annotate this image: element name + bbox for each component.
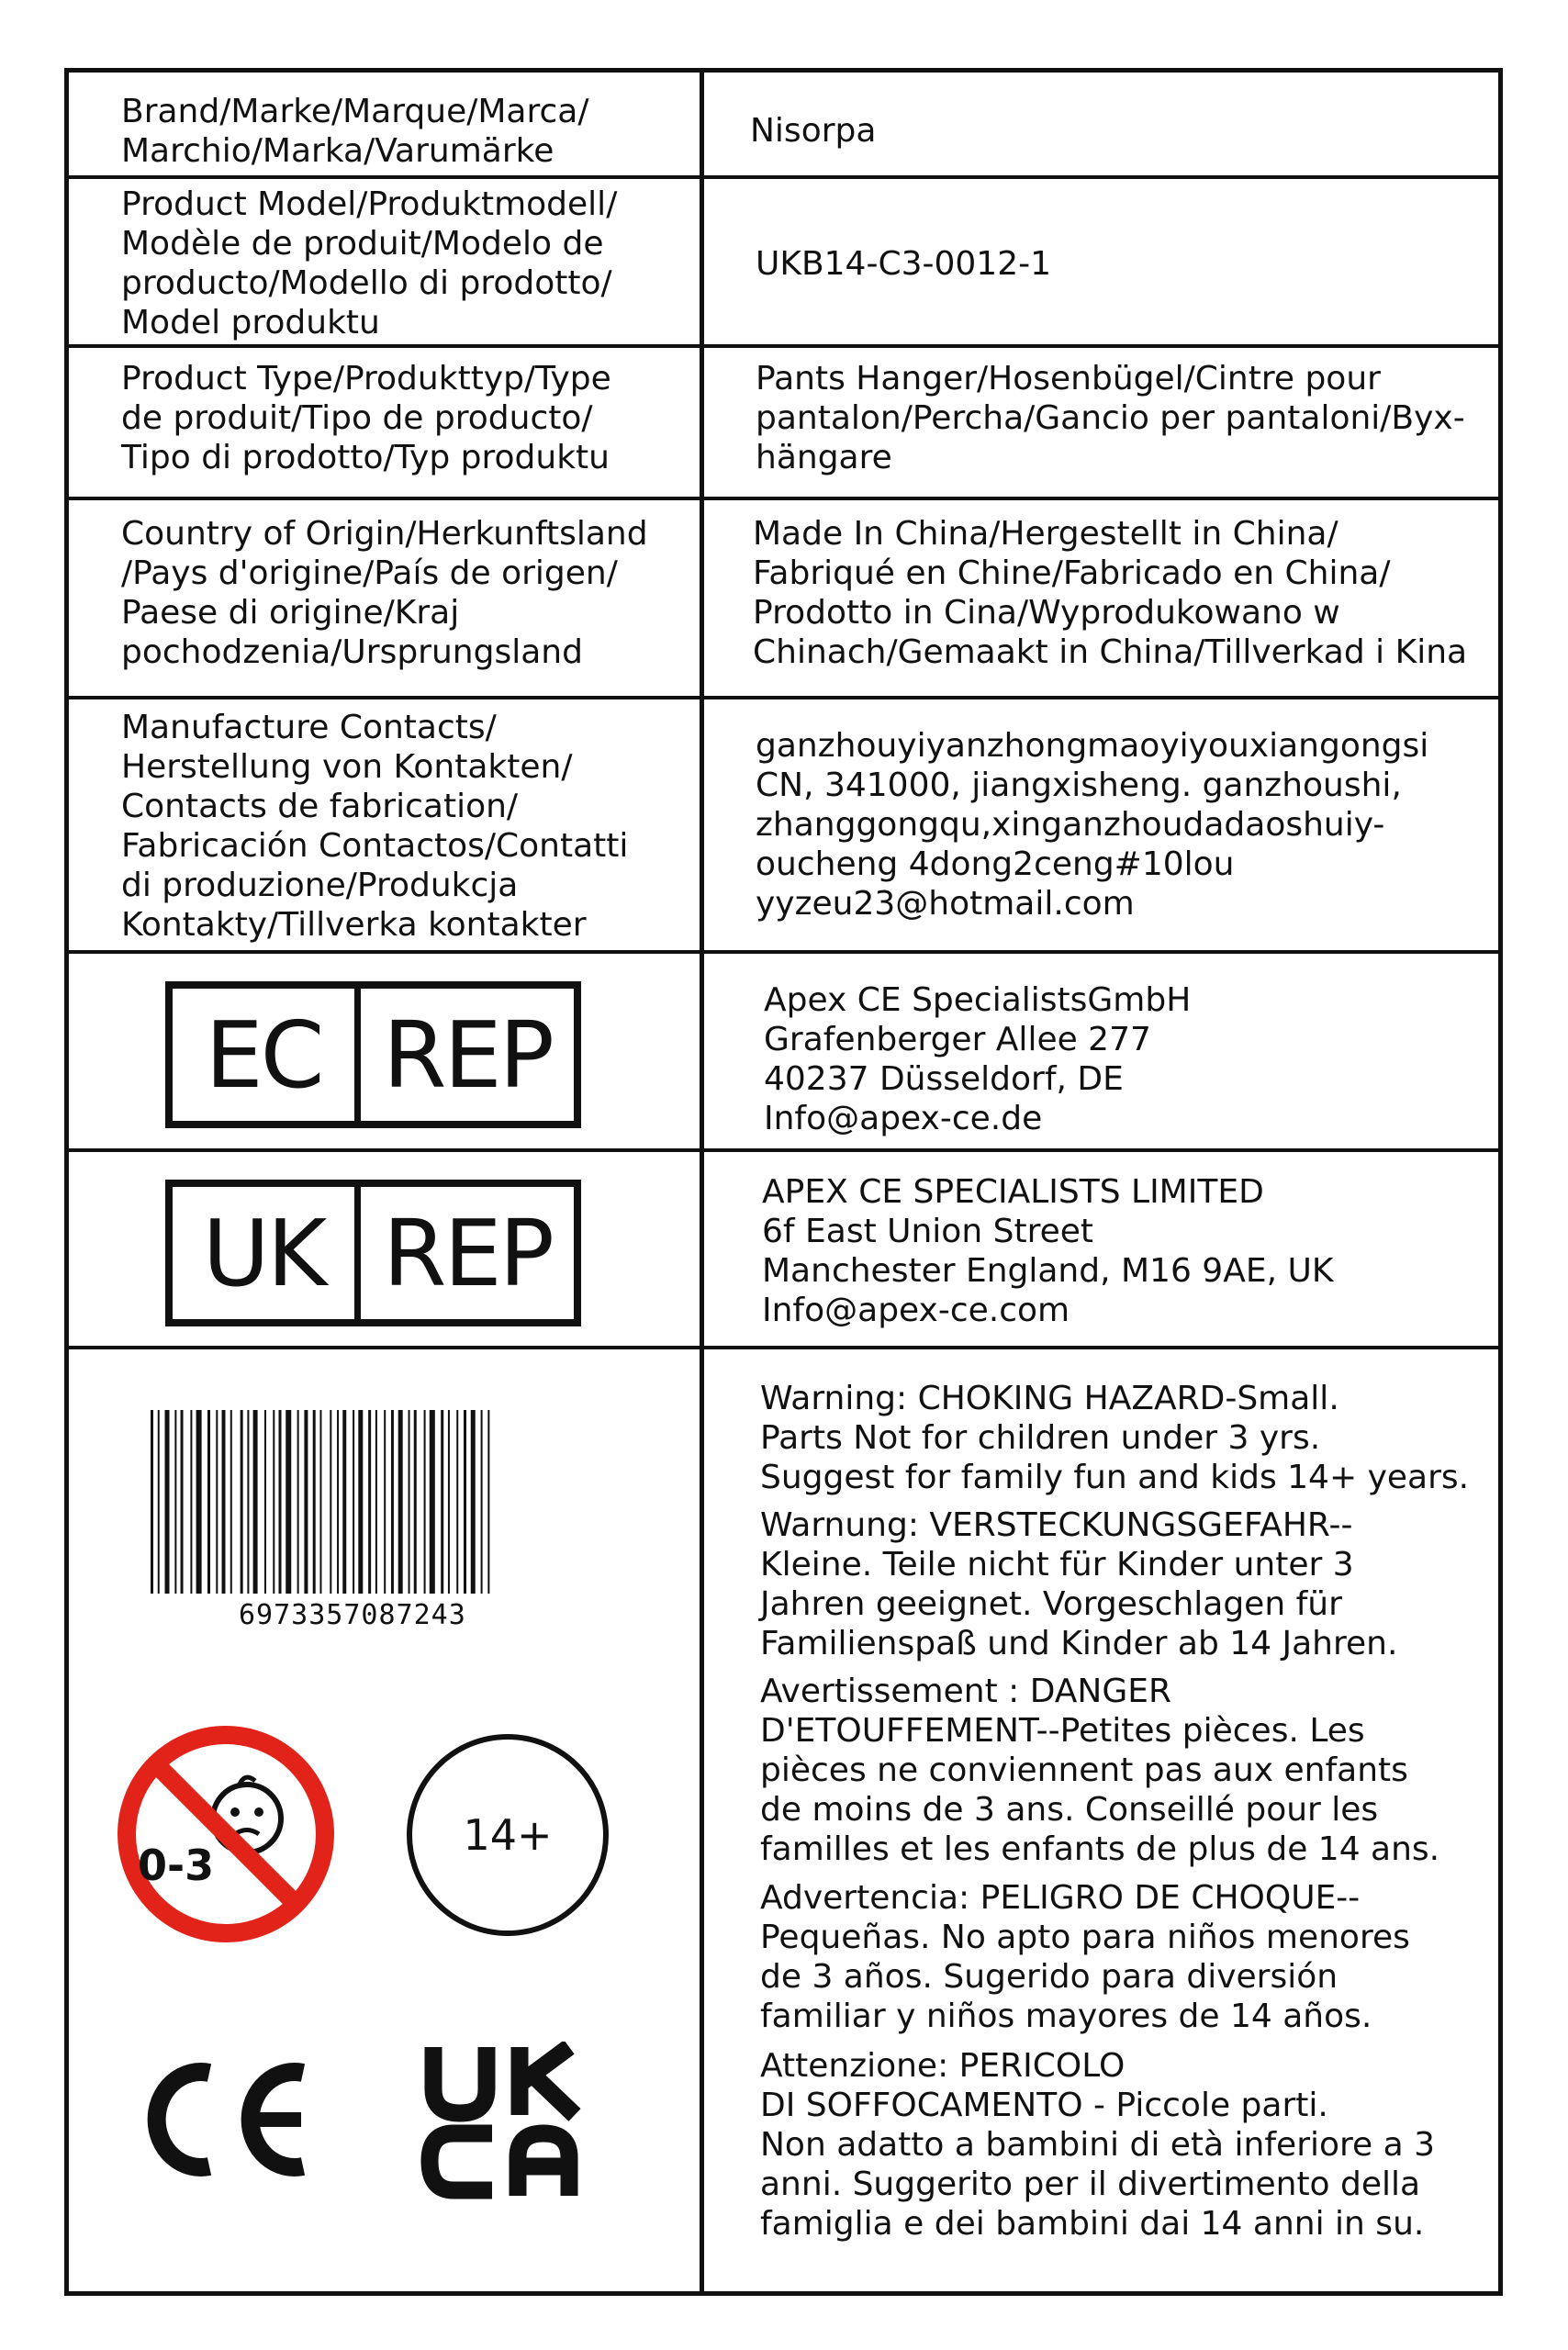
origin-label-line: pochodzenia/Ursprungsland <box>121 633 583 671</box>
model-label-line: Model produktu <box>121 304 380 341</box>
barcode-bar <box>430 1410 435 1594</box>
warning-line: Pequeñas. No apto para niños menores <box>760 1919 1410 1956</box>
row-divider <box>64 1346 1503 1349</box>
type-value-line: hängare <box>756 439 892 476</box>
barcode-bar <box>196 1410 202 1594</box>
ce-mark-icon <box>134 2051 318 2188</box>
contacts-label-line: Contacts de fabrication/ <box>121 788 519 825</box>
contacts-label <box>121 708 628 945</box>
brand-label-line: Brand/Marke/Marque/Marca/ <box>121 93 589 130</box>
warning-line: familiar y niños mayores de 14 años. <box>760 1998 1372 2035</box>
origin-label-line: /Pays d'origine/País de origen/ <box>121 554 618 592</box>
warning-line: Warnung: VERSTECKUNGSGEFAHR-- <box>760 1506 1353 1544</box>
origin-value <box>753 514 1467 672</box>
contacts-label-line: Fabricación Contactos/Contatti <box>121 827 629 865</box>
no-children-under-3-icon <box>114 1722 338 1946</box>
barcode-bar <box>165 1410 170 1594</box>
barcode-number: 6973357087243 <box>239 1599 466 1631</box>
warning-line: Advertencia: PELIGRO DE CHOQUE-- <box>760 1879 1361 1917</box>
barcode-bar <box>448 1410 450 1594</box>
barcode-bar <box>409 1410 410 1594</box>
origin-value-line: Chinach/Gemaakt in China/Tillverkad i Kina <box>753 633 1468 671</box>
warning-line: Non adatto a bambini di età inferiore a 3 <box>760 2126 1436 2164</box>
warning-line: D'ETOUFFEMENT--Petites pièces. Les <box>760 1712 1365 1750</box>
uk-rep-value-line: Manchester England, M16 9AE, UK <box>762 1252 1334 1290</box>
barcode-bar <box>241 1410 243 1594</box>
contacts-value <box>756 726 1428 923</box>
uk-rep-mark-separator <box>354 1187 361 1319</box>
warning-it <box>760 2046 1435 2244</box>
ec-rep-value-line: Grafenberger Allee 277 <box>764 1021 1151 1058</box>
model-value-line: UKB14-C3-0012-1 <box>756 245 1051 283</box>
type-label-line: Tipo di prodotto/Typ produktu <box>121 439 610 476</box>
type-label <box>121 359 611 477</box>
barcode-bar <box>384 1410 386 1594</box>
barcode-bar <box>181 1410 184 1594</box>
barcode-bar <box>342 1410 346 1594</box>
ukca-k <box>520 2047 575 2115</box>
warning-line: famiglia e dei bambini dai 14 anni in su. <box>760 2205 1425 2243</box>
row-divider <box>64 497 1503 500</box>
barcode-bar <box>487 1410 489 1594</box>
product-label <box>64 68 1503 2296</box>
origin-value-line: Fabriqué en Chine/Fabricado en China/ <box>753 554 1391 592</box>
warning-line: Warning: CHOKING HAZARD-Small. <box>760 1380 1339 1417</box>
uk-rep-mark-right: REP <box>383 1199 552 1307</box>
barcode-bar <box>247 1410 249 1594</box>
contacts-label-line: Manufacture Contacts/ <box>121 709 497 746</box>
contacts-label-line: Kontakty/Tillverka kontakter <box>121 906 587 944</box>
barcode-bar <box>279 1410 282 1594</box>
barcode-bar <box>253 1410 258 1594</box>
barcode-bar <box>222 1410 226 1594</box>
brand-value <box>750 111 876 151</box>
warning-line: de moins de 3 ans. Conseillé pour les <box>760 1791 1379 1829</box>
barcode-bar <box>398 1410 403 1594</box>
warning-line: DI SOFFOCAMENTO - Piccole parti. <box>760 2087 1328 2124</box>
uk-rep-mark <box>165 1180 581 1326</box>
barcode-bar <box>481 1410 483 1594</box>
contacts-value-line: zhanggongqu,xinganzhoudadaoshuiy- <box>756 806 1385 844</box>
type-value <box>756 359 1465 477</box>
warning-line: pièces ne conviennent pas aux enfants <box>760 1751 1408 1789</box>
barcode-bar <box>216 1410 218 1594</box>
model-label-line: producto/Modello di prodotto/ <box>121 264 612 302</box>
row-divider <box>64 344 1503 348</box>
barcode-bar <box>330 1410 331 1594</box>
row-divider <box>64 696 1503 699</box>
ec-rep-value-line: Apex CE SpecialistsGmbH <box>764 981 1192 1019</box>
ec-rep-mark <box>165 981 581 1128</box>
uk-rep-value-line: Info@apex-ce.com <box>762 1292 1070 1329</box>
brand-label-line: Marchio/Marka/Varumärke <box>121 132 554 170</box>
origin-value-line: Prodotto in Cina/Wyprodukowano w <box>753 594 1340 632</box>
warning-line: Suggest for family fun and kids 14+ years. <box>760 1459 1470 1496</box>
ec-rep-mark-right: REP <box>383 1001 552 1109</box>
warning-line: Kleine. Teile nicht für Kinder unter 3 <box>760 1546 1354 1583</box>
ec-rep-value-line: Info@apex-ce.de <box>764 1100 1043 1137</box>
barcode-bar <box>304 1410 308 1594</box>
barcode-bar <box>273 1410 274 1594</box>
ukca-u <box>433 2047 487 2113</box>
barcode-bar <box>158 1410 160 1594</box>
warning-line: Avertissement : DANGER <box>760 1673 1172 1710</box>
barcode-bar <box>375 1410 377 1594</box>
barcode-bar <box>286 1410 291 1594</box>
origin-label-line: Paese di origine/Kraj <box>121 594 460 632</box>
brand-label <box>121 92 588 171</box>
age-14-plus-text: 14+ <box>463 1810 553 1860</box>
uk-rep-mark-left: UK <box>202 1199 325 1307</box>
row-divider <box>64 175 1503 179</box>
row-divider <box>64 950 1503 954</box>
uk-rep-value-line: APEX CE SPECIALISTS LIMITED <box>762 1173 1264 1211</box>
ukca-a <box>518 2133 569 2196</box>
warning-line: Familienspaß und Kinder ab 14 Jahren. <box>760 1625 1398 1662</box>
warning-en <box>760 1379 1469 1497</box>
model-value <box>756 244 1051 284</box>
barcode-bar <box>414 1410 417 1594</box>
barcode-bar <box>391 1410 394 1594</box>
uk-rep-value <box>762 1172 1333 1330</box>
contacts-label-line: Herstellung von Kontakten/ <box>121 748 573 786</box>
origin-label-line: Country of Origin/Herkunftsland <box>121 515 648 553</box>
ukca-mark-icon <box>417 2042 591 2207</box>
age-14-plus-icon <box>404 1731 611 1939</box>
barcode-bar <box>207 1410 210 1594</box>
model-label <box>121 185 617 342</box>
barcode-bar <box>337 1410 339 1594</box>
barcode-bar <box>151 1410 153 1594</box>
barcode-bar <box>264 1410 266 1594</box>
barcode-bar <box>464 1410 466 1594</box>
ec-rep-mark-separator <box>354 989 361 1121</box>
barcode-bar <box>319 1410 321 1594</box>
warning-line: Parts Not for children under 3 yrs. <box>760 1419 1321 1457</box>
ce-mark-c <box>157 2072 209 2167</box>
barcode-bar <box>368 1410 371 1594</box>
ec-rep-value <box>764 980 1191 1138</box>
barcode-bar <box>297 1410 299 1594</box>
uk-rep-value-line: 6f East Union Street <box>762 1213 1093 1250</box>
warning-line: Jahren geeignet. Vorgeschlagen für <box>760 1585 1342 1623</box>
barcode-bar <box>358 1410 363 1594</box>
barcode-bar <box>313 1410 316 1594</box>
ukca-c <box>430 2133 492 2190</box>
warning-line: de 3 años. Sugerido para diversión <box>760 1958 1338 1996</box>
model-label-line: Product Model/Produktmodell/ <box>121 185 618 223</box>
contacts-value-line: CN, 341000, jiangxisheng. ganzhoushi, <box>756 767 1402 804</box>
type-value-line: Pants Hanger/Hosenbügel/Cintre pour <box>756 360 1381 397</box>
contacts-label-line: di produzione/Produkcja <box>121 867 519 904</box>
barcode-bar <box>353 1410 354 1594</box>
barcode-bar <box>230 1410 232 1594</box>
warning-line: familles et les enfants de plus de 14 ans. <box>760 1830 1440 1868</box>
warning-de <box>760 1505 1397 1663</box>
brand-value-line: Nisorpa <box>750 112 877 150</box>
model-label-line: Modèle de produit/Modelo de <box>121 225 604 263</box>
ec-rep-value-line: 40237 Düsseldorf, DE <box>764 1060 1124 1098</box>
type-value-line: pantalon/Percha/Gancio per pantaloni/Byx- <box>756 399 1465 437</box>
contacts-value-line: yyzeu23@hotmail.com <box>756 885 1135 923</box>
barcode-bar <box>190 1410 192 1594</box>
warning-line: Attenzione: PERICOLO <box>760 2047 1126 2085</box>
age-0-3-text: 0-3 <box>138 1841 215 1890</box>
type-label-line: de produit/Tipo de producto/ <box>121 399 593 437</box>
warning-fr <box>760 1672 1439 1869</box>
barcode-bar <box>174 1410 176 1594</box>
warning-es <box>760 1878 1410 2036</box>
barcode <box>143 1410 621 1610</box>
type-label-line: Product Type/Produkttyp/Type <box>121 360 611 397</box>
row-divider <box>64 1148 1503 1152</box>
contacts-value-line: oucheng 4dong2ceng#10lou <box>756 845 1235 883</box>
barcode-bar <box>441 1410 443 1594</box>
barcode-bar <box>471 1410 476 1594</box>
warning-line: anni. Suggerito per il divertimento della <box>760 2165 1421 2203</box>
ec-rep-mark-left: EC <box>205 1001 322 1109</box>
barcode-bar <box>424 1410 426 1594</box>
column-divider <box>700 68 704 2296</box>
origin-label <box>121 514 648 672</box>
barcode-bar <box>456 1410 458 1594</box>
origin-value-line: Made In China/Hergestellt in China/ <box>753 515 1338 553</box>
contacts-value-line: ganzhouyiyanzhongmaoyiyouxiangongsi <box>756 727 1429 765</box>
